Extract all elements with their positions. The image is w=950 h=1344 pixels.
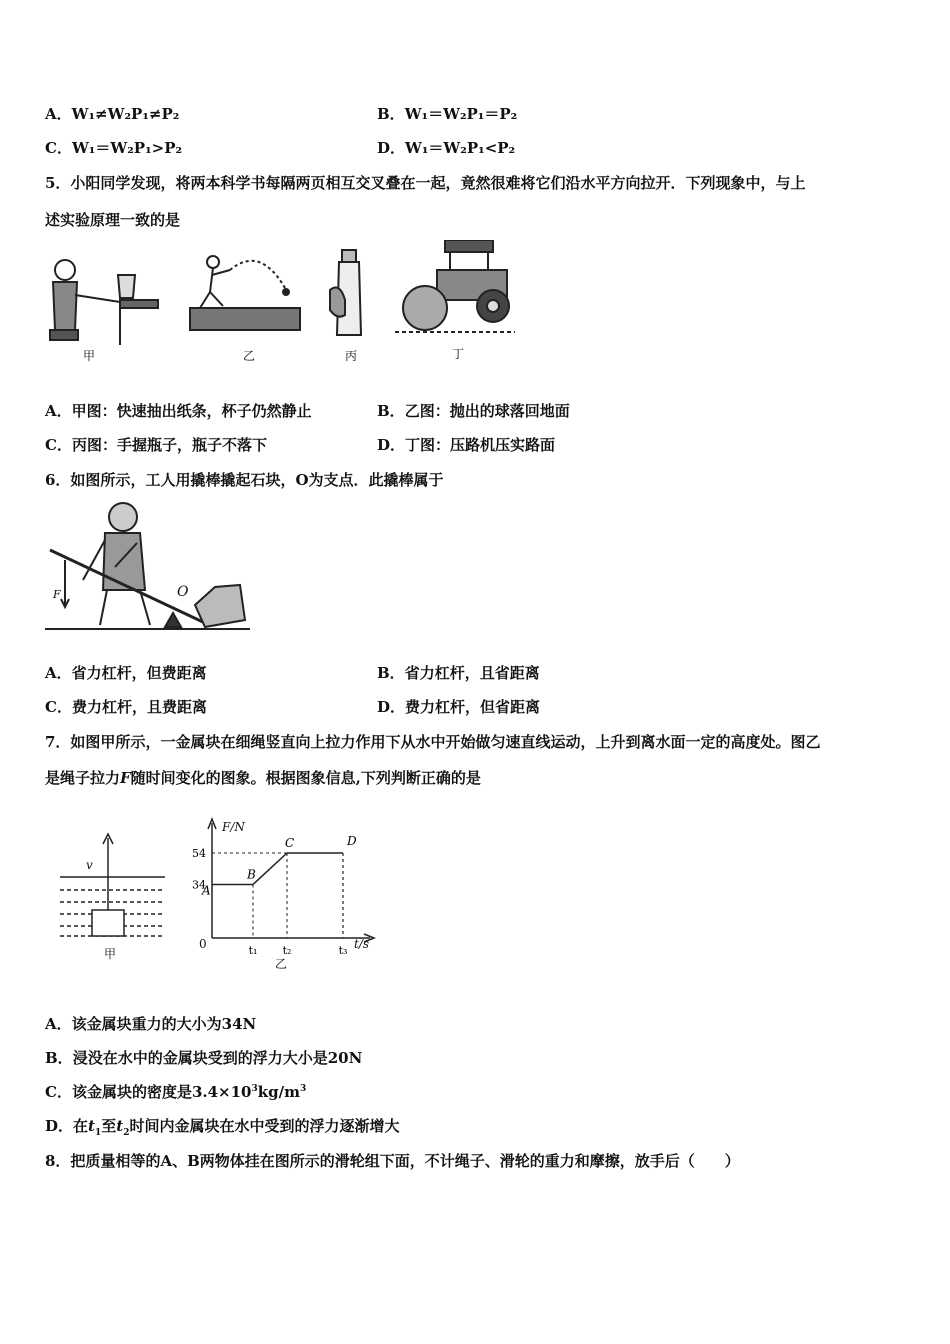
fig-bing-bottle <box>330 250 361 335</box>
chart-point-label-C: C <box>285 836 295 850</box>
q7-stem-line1: 7．如图甲所示，一金属块在细绳竖直向上拉力作用下从水中开始做匀速直线运动，上升到离水面一定的高度处。图乙 <box>45 733 821 751</box>
q6-option-d: D．费力杠杆，但省距离 <box>377 698 541 716</box>
fig-label-yi: 乙 <box>243 349 256 363</box>
q7-jia-velocity-label: v <box>86 858 93 872</box>
q4-option-b: B．W₁＝W₂P₁＝P₂ <box>377 105 518 123</box>
chart-ytick-54: 54 <box>192 847 206 860</box>
fig-label-jia: 甲 <box>83 349 96 363</box>
chart-segment-BC <box>253 853 287 884</box>
q7-stem-line2: 是绳子拉力F随时间变化的图象。根据图象信息,下列判断正确的是 <box>45 769 481 787</box>
q5-option-d: D．丁图：压路机压实路面 <box>377 436 556 454</box>
q6-force-label: F <box>53 588 61 601</box>
chart-xtick-3: t₃ <box>338 944 348 957</box>
fig-label-bing: 丙 <box>345 349 358 363</box>
q5-option-b: B．乙图：抛出的球落回地面 <box>377 402 570 420</box>
q5-option-c: C．丙图：手握瓶子，瓶子不落下 <box>45 436 267 454</box>
fig-label-ding: 丁 <box>452 347 465 361</box>
fig-ding-road-roller <box>395 240 515 332</box>
fig-jia-person-cup <box>50 260 158 345</box>
q4-option-d: D．W₁＝W₂P₁<P₂ <box>377 139 516 157</box>
q7-option-b: B．浸没在水中的金属块受到的浮力大小是20N <box>45 1049 363 1067</box>
chart-point-label-A: A <box>202 883 211 898</box>
q6-option-c: C．费力杠杆，且费距离 <box>45 698 207 716</box>
q5-option-a: A．甲图：快速抽出纸条，杯子仍然静止 <box>45 402 312 420</box>
q5-figures <box>45 240 545 365</box>
q4-option-a: A．W₁≠W₂P₁≠P₂ <box>45 105 180 123</box>
q5-stem-line1: 5．小阳同学发现，将两本科学书每隔两页相互交叉叠在一起，竟然很难将它们沿水平方向拉开．下列现象中，与上 <box>45 174 806 192</box>
chart-ylabel: F/N <box>222 820 245 834</box>
q7-jia-label: 甲 <box>104 947 117 961</box>
q5-stem-line2: 述实验原理一致的是 <box>45 211 181 229</box>
chart-point-label-D: D <box>347 834 357 848</box>
chart-origin-label: 0 <box>199 937 207 951</box>
q6-fulcrum-label: O <box>177 584 189 600</box>
q8-stem: 8．把质量相等的A、B两物体挂在图所示的滑轮组下面，不计绳子、滑轮的重力和摩擦，放手后（ ） <box>45 1152 740 1170</box>
chart-ytick-34: 34 <box>192 878 206 892</box>
q7-option-d: D．在$t_1$至$t_2$时间内金属块在水中受到的浮力逐渐增大 <box>45 1117 400 1138</box>
q7-force-time-chart <box>185 815 385 975</box>
chart-caption: 乙 <box>275 957 288 971</box>
q6-stem: 6．如图所示，工人用撬棒撬起石块，O为支点．此撬棒属于 <box>45 471 444 489</box>
q6-lever-figure <box>45 495 250 633</box>
fig-yi-throwing <box>190 256 300 330</box>
chart-point-label-B: B <box>247 867 256 882</box>
chart-xtick-1: t₁ <box>248 944 258 957</box>
q7-option-c: C．该金属块的密度是$3.4\times 10^3kg/m^3$ <box>45 1083 307 1101</box>
q4-option-c: C．W₁＝W₂P₁>P₂ <box>45 139 183 157</box>
chart-xlabel: t/s <box>354 937 370 951</box>
q6-option-b: B．省力杠杆，且省距离 <box>377 664 540 682</box>
q6-option-a: A．省力杠杆，但费距离 <box>45 664 207 682</box>
q7-fig-jia <box>55 830 170 945</box>
chart-xtick-2: t₂ <box>282 944 292 957</box>
q7-option-a: A．该金属块重力的大小为34N <box>45 1015 257 1033</box>
